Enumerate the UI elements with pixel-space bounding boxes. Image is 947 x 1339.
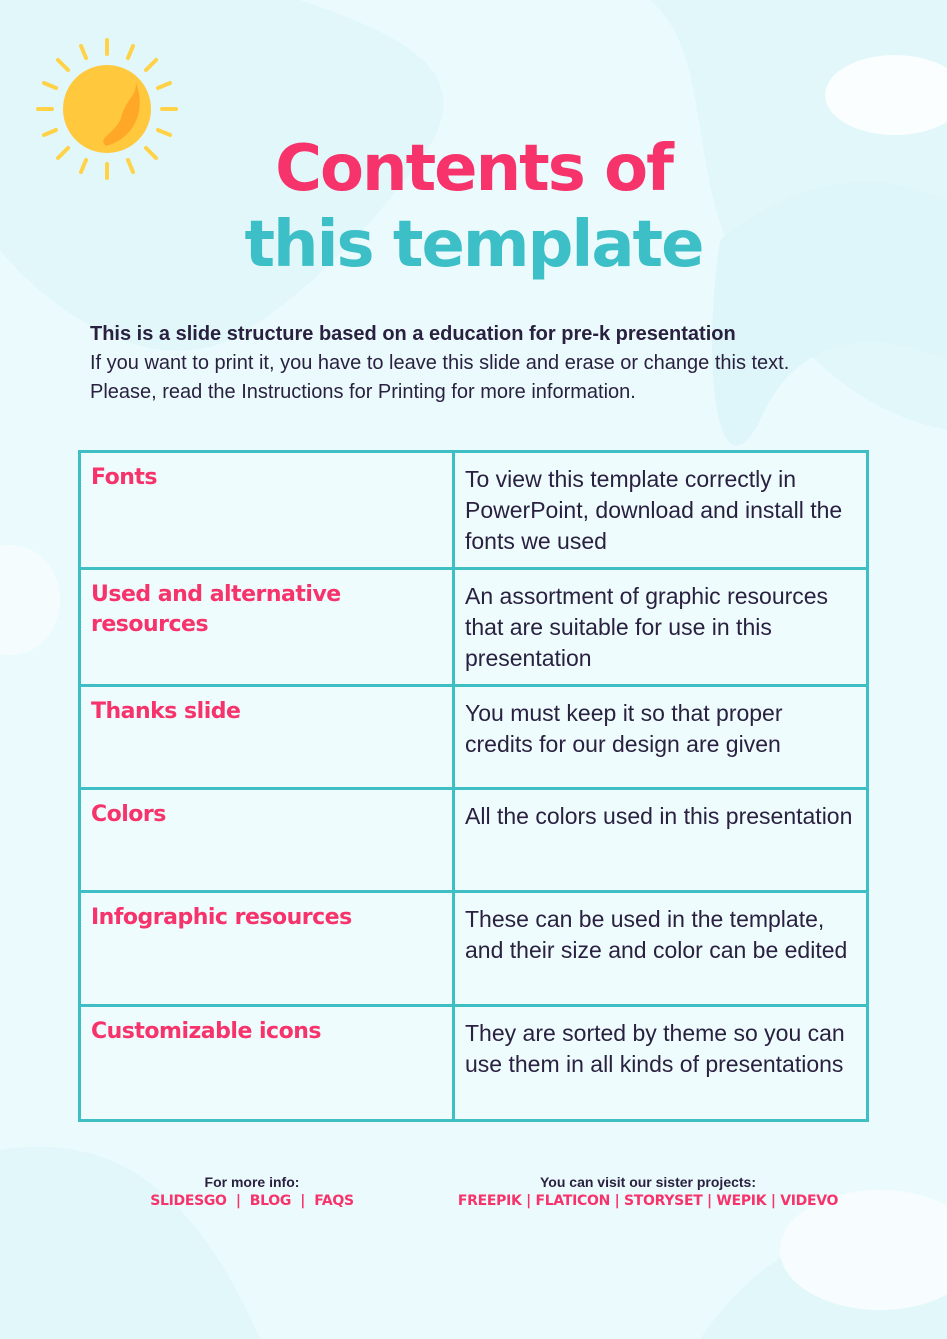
title-line-1: Contents of [275,132,672,206]
row-value: They are sorted by theme so you can use them in all kinds of presentations [454,1006,868,1121]
table-row [80,789,868,892]
row-key: Used and alternative resources [80,569,454,686]
table-row [80,1006,868,1121]
link-freepik[interactable]: FREEPIK [457,1193,522,1209]
footer-left-label: For more info: [204,1174,300,1190]
link-videvo[interactable]: VIDEVO [780,1193,839,1209]
table-row [80,686,868,789]
link-flaticon[interactable]: FLATICON [535,1193,610,1209]
intro-text [90,320,789,407]
link-blog[interactable]: BLOG [249,1193,292,1209]
row-key: Customizable icons [80,1006,454,1121]
footer-right-label: You can visit our sister projects: [539,1174,757,1190]
table-row [80,892,868,1006]
link-faqs[interactable]: FAQS [314,1193,354,1209]
row-value: These can be used in the template, and their size and color can be edited [454,892,868,1006]
intro-line-2: Please, read the Instructions for Printing for more information. [90,381,636,403]
row-key: Colors [80,789,454,892]
row-value: You must keep it so that proper credits for our design are given [454,686,868,789]
intro-heading: This is a slide structure based on a education for pre-k presentation [90,323,736,345]
row-key: Fonts [80,452,454,569]
title-line-2: this template [244,208,703,282]
row-key: Infographic resources [80,892,454,1006]
intro-line-1: If you want to print it, you have to leave this slide and erase or change this text. [90,352,790,374]
contents-table [78,450,869,1122]
row-value: An assortment of graphic resources that are suitable for use in this presentation [454,569,868,686]
link-storyset[interactable]: STORYSET [623,1193,703,1209]
footer-more-info: For more info: SLIDESGO | BLOG | FAQS [120,1174,384,1209]
footer-sister-projects: You can visit our sister projects: FREEPIK | FLATICON | STORYSET | WEPIK | VIDEVO [430,1174,866,1209]
row-key: Thanks slide [80,686,454,789]
table-row [80,569,868,686]
link-wepik[interactable]: WEPIK [716,1193,767,1209]
table-row [80,452,868,569]
row-value: To view this template correctly in PowerPoint, download and install the fonts we used [454,452,868,569]
row-value: All the colors used in this presentation [454,789,868,892]
link-slidesgo[interactable]: SLIDESGO [150,1193,227,1209]
